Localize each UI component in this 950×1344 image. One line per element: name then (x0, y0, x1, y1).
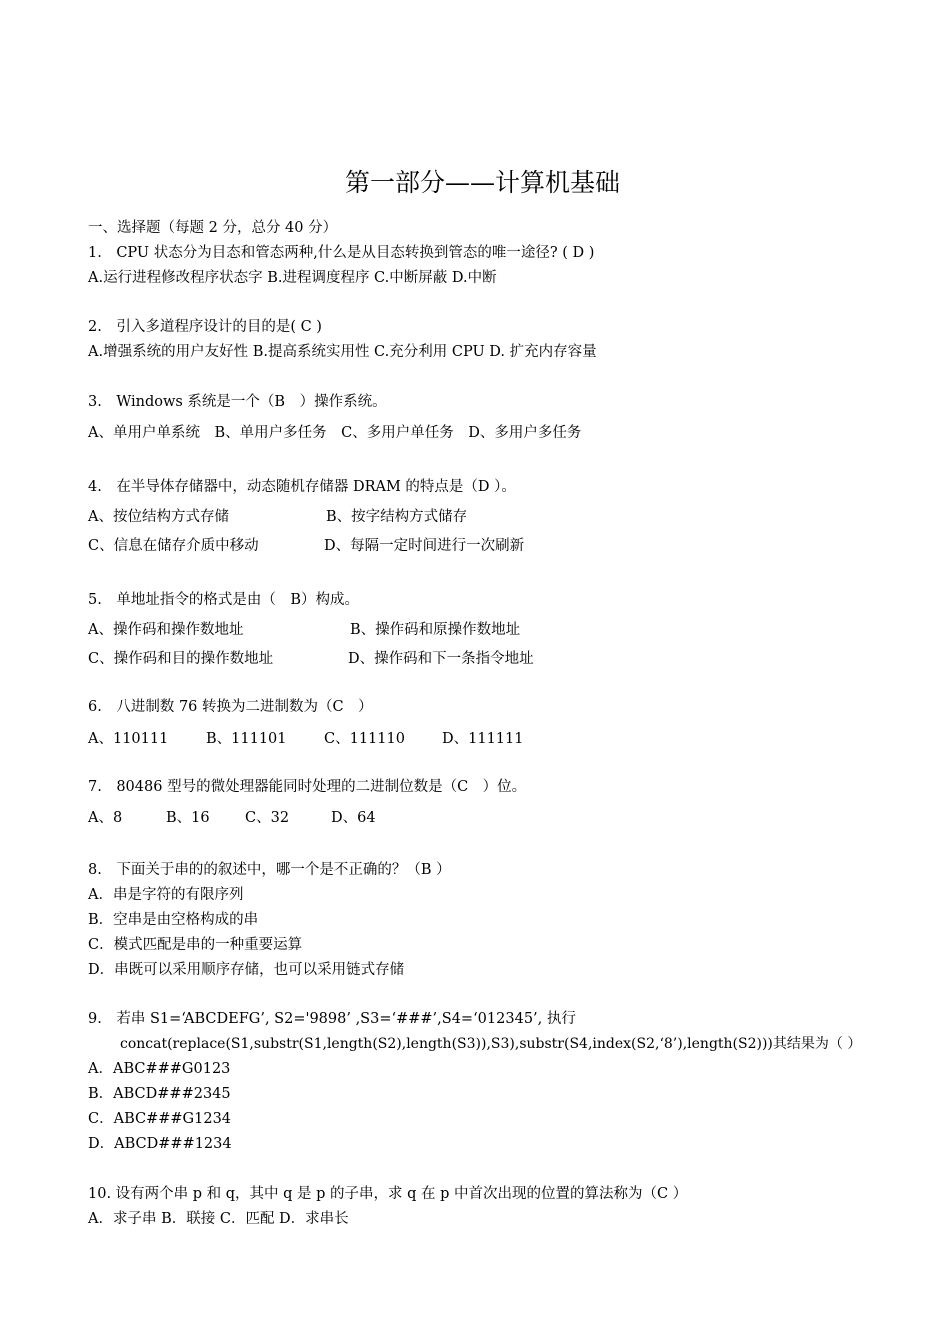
question-1-options: A.运行进程修改程序状态字 B.进程调度程序 C.中断屏蔽 D.中断 (88, 270, 497, 286)
question-4-option-a: A、按位结构方式存储 (88, 509, 229, 525)
question-8-option-a: A．串是字符的有限序列 (88, 887, 244, 903)
question-3-options: A、单用户单系统 B、单用户多任务 C、多用户单任务 D、多用户多任务 (88, 425, 582, 441)
question-1-stem: 1. CPU 状态分为目态和管态两种,什么是从目态转换到管态的唯一途径? ( D ) (88, 245, 595, 261)
question-2-stem: 2. 引入多道程序设计的目的是( C ) (88, 319, 322, 335)
question-6-stem: 6. 八进制数 76 转换为二进制数为（C ） (88, 699, 373, 715)
question-7-option-a: A、8 (88, 810, 123, 826)
question-8-option-c: C．模式匹配是串的一种重要运算 (88, 937, 303, 953)
question-4-option-b: B、按字结构方式储存 (326, 509, 468, 525)
question-9-option-d: D．ABCD###1234 (88, 1136, 232, 1152)
question-10-stem: 10. 设有两个串 p 和 q，其中 q 是 p 的子串，求 q 在 p 中首次出现的位置的算法称为（C ） (88, 1186, 688, 1202)
question-7-stem: 7. 80486 型号的微处理器能同时处理的二进制位数是（C ）位。 (88, 779, 527, 795)
question-9-option-a: A．ABC###G0123 (88, 1061, 231, 1077)
question-5-option-d: D、操作码和下一条指令地址 (348, 651, 534, 667)
question-7-option-d: D、64 (331, 810, 376, 826)
question-4-stem: 4. 在半导体存储器中，动态随机存储器 DRAM 的特点是（D ）。 (88, 479, 516, 495)
question-4-option-d: D、每隔一定时间进行一次刷新 (324, 538, 525, 554)
question-7-option-b: B、16 (166, 810, 210, 826)
question-8-option-d: D．串既可以采用顺序存储，也可以采用链式存储 (88, 962, 405, 978)
question-5-option-a: A、操作码和操作数地址 (88, 622, 244, 638)
question-6-option-c: C、111110 (324, 731, 405, 747)
question-8-option-b: B．空串是由空格构成的串 (88, 912, 259, 928)
question-5-stem: 5. 单地址指令的格式是由（ B）构成。 (88, 592, 359, 608)
question-2-options: A.增强系统的用户友好性 B.提高系统实用性 C.充分利用 CPU D. 扩充内存容量 (88, 344, 597, 360)
question-10-options: A．求子串 B．联接 C．匹配 D．求串长 (88, 1211, 349, 1227)
question-5-option-c: C、操作码和目的操作数地址 (88, 651, 274, 667)
question-4-option-c: C、信息在储存介质中移动 (88, 538, 259, 554)
question-3-stem: 3. Windows 系统是一个（B ）操作系统。 (88, 394, 387, 410)
question-9-expression: concat(replace(S1,substr(S1,length(S2),length(S3)),S3),substr(S4,index(S2,‘8’),length(S2)))其结果为（ ） (120, 1036, 862, 1052)
question-9-stem: 9. 若串 S1=‘ABCDEFG’, S2='9898’ ,S3=‘###’,S4=‘012345’, 执行 (88, 1011, 576, 1027)
question-6-option-b: B、111101 (206, 731, 287, 747)
question-9-option-b: B．ABCD###2345 (88, 1086, 231, 1102)
question-9-option-c: C．ABC###G1234 (88, 1111, 232, 1127)
section-heading: 一、选择题（每题 2 分，总分 40 分） (88, 220, 338, 236)
question-6-option-a: A、110111 (88, 731, 169, 747)
question-6-option-d: D、111111 (442, 731, 524, 747)
question-8-stem: 8. 下面关于串的的叙述中，哪一个是不正确的？（B ） (88, 862, 451, 878)
question-5-option-b: B、操作码和原操作数地址 (350, 622, 521, 638)
question-7-option-c: C、32 (245, 810, 290, 826)
page-title: 第一部分——计算机基础 (344, 168, 620, 197)
